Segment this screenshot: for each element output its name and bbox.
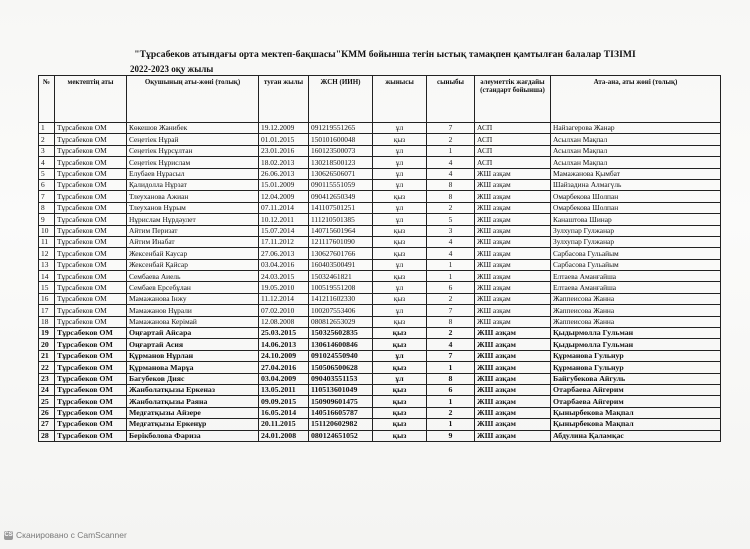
cell-no: 4 (39, 157, 55, 168)
table-row (39, 179, 721, 190)
cell-school: Тұрсабеков ОМ (55, 214, 127, 225)
cell-name: Көкешов Жанибек (127, 123, 259, 134)
cell-school: Тұрсабеков ОМ (55, 157, 127, 168)
cell-gender: қыз (373, 225, 427, 236)
cell-parent: Мамажанова Қымбат (551, 168, 721, 179)
cell-name: Оңғартай Айсара (127, 328, 259, 339)
cell-iin: 100207553406 (309, 305, 373, 316)
scanner-watermark (4, 530, 127, 540)
cell-grade: 4 (427, 168, 475, 179)
header-student-name: Оқушының аты-жөні (толық) (127, 76, 259, 123)
cell-category: ЖШ азқам (475, 225, 551, 236)
cell-gender: қыз (373, 407, 427, 418)
cell-gender: ұл (373, 373, 427, 384)
cell-parent: Омарбекова Шолпан (551, 202, 721, 213)
cell-no: 27 (39, 419, 55, 430)
cell-school: Тұрсабеков ОМ (55, 225, 127, 236)
cell-parent: Сарбасова Гульайым (551, 259, 721, 270)
cell-grade: 5 (427, 214, 475, 225)
header-grade: сыныбы (427, 76, 475, 123)
cell-category: ЖШ азқам (475, 179, 551, 190)
cell-grade: 1 (427, 396, 475, 407)
cell-birth: 13.05.2011 (259, 384, 309, 395)
cell-category: ЖШ азқам (475, 214, 551, 225)
cell-name: Жанболатқызы Раяна (127, 396, 259, 407)
cell-birth: 03.04.2009 (259, 373, 309, 384)
cell-no: 8 (39, 202, 55, 213)
table-row (39, 248, 721, 259)
cell-iin: 150101600048 (309, 134, 373, 145)
table-row (39, 168, 721, 179)
cell-parent: Канаштова Шинар (551, 214, 721, 225)
cell-parent: Отарбаева Айгерим (551, 396, 721, 407)
cell-school: Тұрсабеков ОМ (55, 191, 127, 202)
cell-category: ЖШ азқам (475, 316, 551, 327)
cell-school: Тұрсабеков ОМ (55, 407, 127, 418)
table-row (39, 134, 721, 145)
table-row (39, 396, 721, 407)
cell-category: ЖШ азқам (475, 191, 551, 202)
cell-iin: 130626506071 (309, 168, 373, 179)
cell-category: ЖШ азқам (475, 282, 551, 293)
cell-no: 21 (39, 350, 55, 361)
cell-iin: 130614600846 (309, 339, 373, 350)
cell-category: АСП (475, 157, 551, 168)
cell-gender: ұл (373, 202, 427, 213)
cell-name: Сеңетіек Нұрсұлтан (127, 145, 259, 156)
table-row (39, 225, 721, 236)
cell-name: Мамажанов Нұрали (127, 305, 259, 316)
cell-grade: 2 (427, 407, 475, 418)
cell-gender: ұл (373, 282, 427, 293)
cell-birth: 18.02.2013 (259, 157, 309, 168)
cell-school: Тұрсабеков ОМ (55, 316, 127, 327)
academic-year: 2022-2023 оқу жылы (130, 64, 214, 74)
cell-grade: 1 (427, 419, 475, 430)
cell-birth: 14.06.2013 (259, 339, 309, 350)
cell-gender: ұл (373, 179, 427, 190)
cell-parent: Сарбасова Гульайым (551, 248, 721, 259)
scanner-text: Сканировано с CamScanner (16, 530, 127, 540)
cell-school: Тұрсабеков ОМ (55, 236, 127, 247)
cell-parent: Байгубекова Айгуль (551, 373, 721, 384)
cell-category: ЖШ азқам (475, 293, 551, 304)
cell-name: Мамажанова Інжу (127, 293, 259, 304)
cell-grade: 6 (427, 384, 475, 395)
cell-school: Тұрсабеков ОМ (55, 350, 127, 361)
cell-name: Айтим Инабат (127, 236, 259, 247)
cell-no: 26 (39, 407, 55, 418)
table-row (39, 293, 721, 304)
cell-category: ЖШ азқам (475, 271, 551, 282)
cell-parent: Қыдырмолла Гульман (551, 339, 721, 350)
cell-birth: 17.11.2012 (259, 236, 309, 247)
cell-gender: қыз (373, 134, 427, 145)
cell-birth: 11.12.2014 (259, 293, 309, 304)
cell-parent: Құрманова Гульнур (551, 362, 721, 373)
cell-no: 19 (39, 328, 55, 339)
cell-no: 12 (39, 248, 55, 259)
cell-name: Құрманова Марұа (127, 362, 259, 373)
cell-category: ЖШ азқам (475, 339, 551, 350)
cell-category: ЖШ азқам (475, 430, 551, 441)
cell-name: Құрманов Нұрлан (127, 350, 259, 361)
cell-gender: ұл (373, 214, 427, 225)
cell-school: Тұрсабеков ОМ (55, 328, 127, 339)
cell-grade: 1 (427, 362, 475, 373)
cell-parent: Қыдырмолла Гульман (551, 328, 721, 339)
cell-grade: 6 (427, 282, 475, 293)
cell-school: Тұрсабеков ОМ (55, 271, 127, 282)
cell-birth: 26.06.2013 (259, 168, 309, 179)
cell-no: 1 (39, 123, 55, 134)
cell-category: ЖШ азқам (475, 168, 551, 179)
cell-parent: Жаппеисова Жанна (551, 316, 721, 327)
cell-gender: ұл (373, 123, 427, 134)
cell-no: 3 (39, 145, 55, 156)
cell-birth: 23.01.2016 (259, 145, 309, 156)
cell-gender: ұл (373, 145, 427, 156)
cell-grade: 9 (427, 430, 475, 441)
cell-grade: 2 (427, 202, 475, 213)
cell-name: Медғатқызы Айзере (127, 407, 259, 418)
table-row (39, 157, 721, 168)
cell-parent: Асылхан Мақпал (551, 134, 721, 145)
cell-category: ЖШ азқам (475, 384, 551, 395)
cell-birth: 25.03.2015 (259, 328, 309, 339)
cell-category: ЖШ азқам (475, 419, 551, 430)
cell-no: 24 (39, 384, 55, 395)
cell-school: Тұрсабеков ОМ (55, 259, 127, 270)
cell-grade: 8 (427, 191, 475, 202)
cell-school: Тұрсабеков ОМ (55, 384, 127, 395)
cell-name: Жанболатқызы Еркеназ (127, 384, 259, 395)
table-row (39, 305, 721, 316)
camscanner-logo-icon: CS (4, 531, 13, 538)
cell-birth: 19.12.2009 (259, 123, 309, 134)
cell-name: Тлеуханова Ажиан (127, 191, 259, 202)
cell-no: 20 (39, 339, 55, 350)
cell-gender: қыз (373, 236, 427, 247)
cell-no: 13 (39, 259, 55, 270)
cell-name: Елубаев Нұрасыл (127, 168, 259, 179)
cell-name: Оңғартай Асия (127, 339, 259, 350)
cell-birth: 24.10.2009 (259, 350, 309, 361)
cell-iin: 150324618​21 (309, 271, 373, 282)
cell-gender: қыз (373, 248, 427, 259)
cell-birth: 24.03.2015 (259, 271, 309, 282)
header-parent-name: Ата-ана, аты жөні (толық) (551, 76, 721, 123)
cell-gender: ұл (373, 305, 427, 316)
cell-iin: 091219551265 (309, 123, 373, 134)
cell-no: 14 (39, 271, 55, 282)
cell-no: 6 (39, 179, 55, 190)
cell-birth: 12.04.2009 (259, 191, 309, 202)
table-row (39, 430, 721, 441)
cell-gender: ұл (373, 350, 427, 361)
cell-school: Тұрсабеков ОМ (55, 396, 127, 407)
cell-name: Сеңетіек Нұрислам (127, 157, 259, 168)
cell-birth: 10.12.2011 (259, 214, 309, 225)
cell-name: Айтим Перизат (127, 225, 259, 236)
header-birth-date: туған жылы (259, 76, 309, 123)
cell-grade: 2 (427, 328, 475, 339)
cell-parent: Қынырбекова Мақпал (551, 407, 721, 418)
cell-gender: ұл (373, 157, 427, 168)
cell-school: Тұрсабеков ОМ (55, 168, 127, 179)
cell-birth: 01.01.2015 (259, 134, 309, 145)
cell-gender: қыз (373, 430, 427, 441)
table-row (39, 145, 721, 156)
cell-no: 28 (39, 430, 55, 441)
cell-category: ЖШ азқам (475, 305, 551, 316)
cell-no: 5 (39, 168, 55, 179)
cell-grade: 1 (427, 259, 475, 270)
roster-body (39, 123, 721, 442)
cell-grade: 4 (427, 248, 475, 259)
cell-iin: 160403500491 (309, 259, 373, 270)
cell-gender: қыз (373, 271, 427, 282)
cell-category: ЖШ азқам (475, 350, 551, 361)
cell-school: Тұрсабеков ОМ (55, 179, 127, 190)
cell-grade: 7 (427, 123, 475, 134)
cell-birth: 15.07.2014 (259, 225, 309, 236)
cell-gender: қыз (373, 419, 427, 430)
cell-school: Тұрсабеков ОМ (55, 419, 127, 430)
cell-grade: 7 (427, 350, 475, 361)
table-row (39, 362, 721, 373)
cell-iin: 090412650349 (309, 191, 373, 202)
header-social-category: әлеуметтік жағдайы (стандарт бойынша) (475, 76, 551, 123)
cell-parent: Құрманова Гульнур (551, 350, 721, 361)
cell-school: Тұрсабеков ОМ (55, 248, 127, 259)
cell-birth: 27.04.2016 (259, 362, 309, 373)
cell-parent: Омарбекова Шолпан (551, 191, 721, 202)
cell-category: АСП (475, 134, 551, 145)
cell-parent: Жаппеисова Жанна (551, 305, 721, 316)
table-row (39, 373, 721, 384)
cell-school: Тұрсабеков ОМ (55, 282, 127, 293)
cell-parent: Зулхупар Гулжанар (551, 225, 721, 236)
cell-no: 25 (39, 396, 55, 407)
cell-parent: Қынырбекова Мақпал (551, 419, 721, 430)
cell-birth: 03.04.2016 (259, 259, 309, 270)
cell-iin: 130218500123 (309, 157, 373, 168)
header-gender: жынысы (373, 76, 427, 123)
cell-iin: 150506500628 (309, 362, 373, 373)
table-row (39, 316, 721, 327)
cell-iin: 151120602982 (309, 419, 373, 430)
cell-no: 17 (39, 305, 55, 316)
cell-parent: Жаппеисова Жанна (551, 293, 721, 304)
cell-birth: 19.05.2010 (259, 282, 309, 293)
cell-no: 23 (39, 373, 55, 384)
table-row (39, 339, 721, 350)
header-no: № (39, 76, 55, 123)
cell-grade: 1 (427, 145, 475, 156)
header-school: мектептің аты (55, 76, 127, 123)
cell-parent: Отарбаева Айгерим (551, 384, 721, 395)
cell-no: 11 (39, 236, 55, 247)
cell-iin: 150325602835 (309, 328, 373, 339)
cell-parent: Елтаева Аманғайша (551, 271, 721, 282)
cell-name: Тлеуханов Нұрым (127, 202, 259, 213)
table-row (39, 384, 721, 395)
cell-name: Сембаев Ерсебұлан (127, 282, 259, 293)
cell-name: Сембаева Аиель (127, 271, 259, 282)
cell-school: Тұрсабеков ОМ (55, 293, 127, 304)
cell-school: Тұрсабеков ОМ (55, 202, 127, 213)
cell-birth: 15.01.2009 (259, 179, 309, 190)
cell-gender: қыз (373, 191, 427, 202)
cell-iin: 111210501385 (309, 214, 373, 225)
cell-category: ЖШ азқам (475, 259, 551, 270)
cell-grade: 1 (427, 271, 475, 282)
cell-grade: 4 (427, 157, 475, 168)
cell-iin: 160123500073 (309, 145, 373, 156)
cell-school: Тұрсабеков ОМ (55, 123, 127, 134)
table-row (39, 202, 721, 213)
cell-name: Қалидолла Нұрзат (127, 179, 259, 190)
table-row (39, 271, 721, 282)
cell-gender: қыз (373, 384, 427, 395)
cell-no: 7 (39, 191, 55, 202)
cell-no: 9 (39, 214, 55, 225)
cell-parent: Зулхупар Гулжанар (551, 236, 721, 247)
cell-gender: қыз (373, 396, 427, 407)
cell-grade: 8 (427, 316, 475, 327)
table-row (39, 328, 721, 339)
table-row (39, 259, 721, 270)
cell-no: 15 (39, 282, 55, 293)
cell-name: Жексенбай Каусар (127, 248, 259, 259)
cell-iin: 121117601090 (309, 236, 373, 247)
cell-category: ЖШ азқам (475, 407, 551, 418)
cell-birth: 16.05.2014 (259, 407, 309, 418)
table-row (39, 350, 721, 361)
cell-gender: қыз (373, 316, 427, 327)
cell-birth: 09.09.2015 (259, 396, 309, 407)
table-row (39, 236, 721, 247)
table-header-row (39, 76, 721, 123)
cell-category: ЖШ азқам (475, 328, 551, 339)
cell-grade: 8 (427, 373, 475, 384)
cell-grade: 4 (427, 339, 475, 350)
cell-iin: 130627601766 (309, 248, 373, 259)
document-title: "Тұрсабеков атындағы орта мектеп-бақшасы"КММ бойынша тегін ыстық тамақпен қамтылған балалар ТІЗІМІ (134, 49, 636, 60)
cell-name: Мамажанова Керімай (127, 316, 259, 327)
cell-parent: Найзагерова Жанар (551, 123, 721, 134)
header-iin: ЖСН (ИИН) (309, 76, 373, 123)
cell-no: 22 (39, 362, 55, 373)
cell-iin: 090403551153 (309, 373, 373, 384)
student-roster-table (38, 75, 721, 442)
table-row (39, 419, 721, 430)
cell-name: Медғатқызы Еркенұр (127, 419, 259, 430)
cell-parent: Шайзадина Алмагүль (551, 179, 721, 190)
cell-gender: ұл (373, 259, 427, 270)
cell-school: Тұрсабеков ОМ (55, 373, 127, 384)
cell-gender: қыз (373, 339, 427, 350)
cell-parent: Абдулина Қаламқас (551, 430, 721, 441)
cell-parent: Елтаева Аманғайша (551, 282, 721, 293)
cell-category: ЖШ азқам (475, 248, 551, 259)
cell-iin: 091024550940 (309, 350, 373, 361)
cell-birth: 07.11.2014 (259, 202, 309, 213)
cell-gender: қыз (373, 293, 427, 304)
cell-gender: қыз (373, 362, 427, 373)
cell-grade: 3 (427, 225, 475, 236)
cell-no: 10 (39, 225, 55, 236)
cell-iin: 100519551208 (309, 282, 373, 293)
cell-grade: 2 (427, 293, 475, 304)
cell-iin: 140516605787 (309, 407, 373, 418)
cell-birth: 27.06.2013 (259, 248, 309, 259)
cell-grade: 7 (427, 305, 475, 316)
table-row (39, 282, 721, 293)
cell-name: Багубеков Дияс (127, 373, 259, 384)
cell-iin: 110513601049 (309, 384, 373, 395)
cell-iin: 090115551059 (309, 179, 373, 190)
cell-school: Тұрсабеков ОМ (55, 339, 127, 350)
cell-birth: 20.11.2015 (259, 419, 309, 430)
cell-school: Тұрсабеков ОМ (55, 145, 127, 156)
cell-gender: ұл (373, 168, 427, 179)
cell-category: АСП (475, 145, 551, 156)
cell-name: Жексенбай Қайсар (127, 259, 259, 270)
cell-category: ЖШ азқам (475, 362, 551, 373)
cell-gender: қыз (373, 328, 427, 339)
cell-iin: 150909601475 (309, 396, 373, 407)
cell-school: Тұрсабеков ОМ (55, 134, 127, 145)
cell-category: ЖШ азқам (475, 202, 551, 213)
cell-iin: 141107501251 (309, 202, 373, 213)
table-row (39, 123, 721, 134)
cell-iin: 080124651052 (309, 430, 373, 441)
cell-name: Сеңетіек Нұрай (127, 134, 259, 145)
cell-birth: 12.08.2008 (259, 316, 309, 327)
cell-grade: 8 (427, 179, 475, 190)
cell-category: ЖШ азқам (475, 236, 551, 247)
table-row (39, 407, 721, 418)
cell-no: 16 (39, 293, 55, 304)
cell-parent: Асылхан Мақпал (551, 157, 721, 168)
cell-name: Нұрислам Нұрдәулет (127, 214, 259, 225)
cell-iin: 141211602330 (309, 293, 373, 304)
cell-birth: 24.01.2008 (259, 430, 309, 441)
cell-category: АСП (475, 123, 551, 134)
cell-name: Берікболова Фариза (127, 430, 259, 441)
cell-no: 18 (39, 316, 55, 327)
cell-parent: Асылхан Мақпал (551, 145, 721, 156)
cell-category: ЖШ азқам (475, 396, 551, 407)
cell-school: Тұрсабеков ОМ (55, 430, 127, 441)
cell-grade: 2 (427, 134, 475, 145)
cell-birth: 07.02.2010 (259, 305, 309, 316)
cell-iin: 080812653029 (309, 316, 373, 327)
cell-grade: 4 (427, 236, 475, 247)
cell-school: Тұрсабеков ОМ (55, 305, 127, 316)
cell-school: Тұрсабеков ОМ (55, 362, 127, 373)
table-row (39, 191, 721, 202)
cell-no: 2 (39, 134, 55, 145)
cell-category: ЖШ азқам (475, 373, 551, 384)
cell-iin: 140715601964 (309, 225, 373, 236)
table-row (39, 214, 721, 225)
